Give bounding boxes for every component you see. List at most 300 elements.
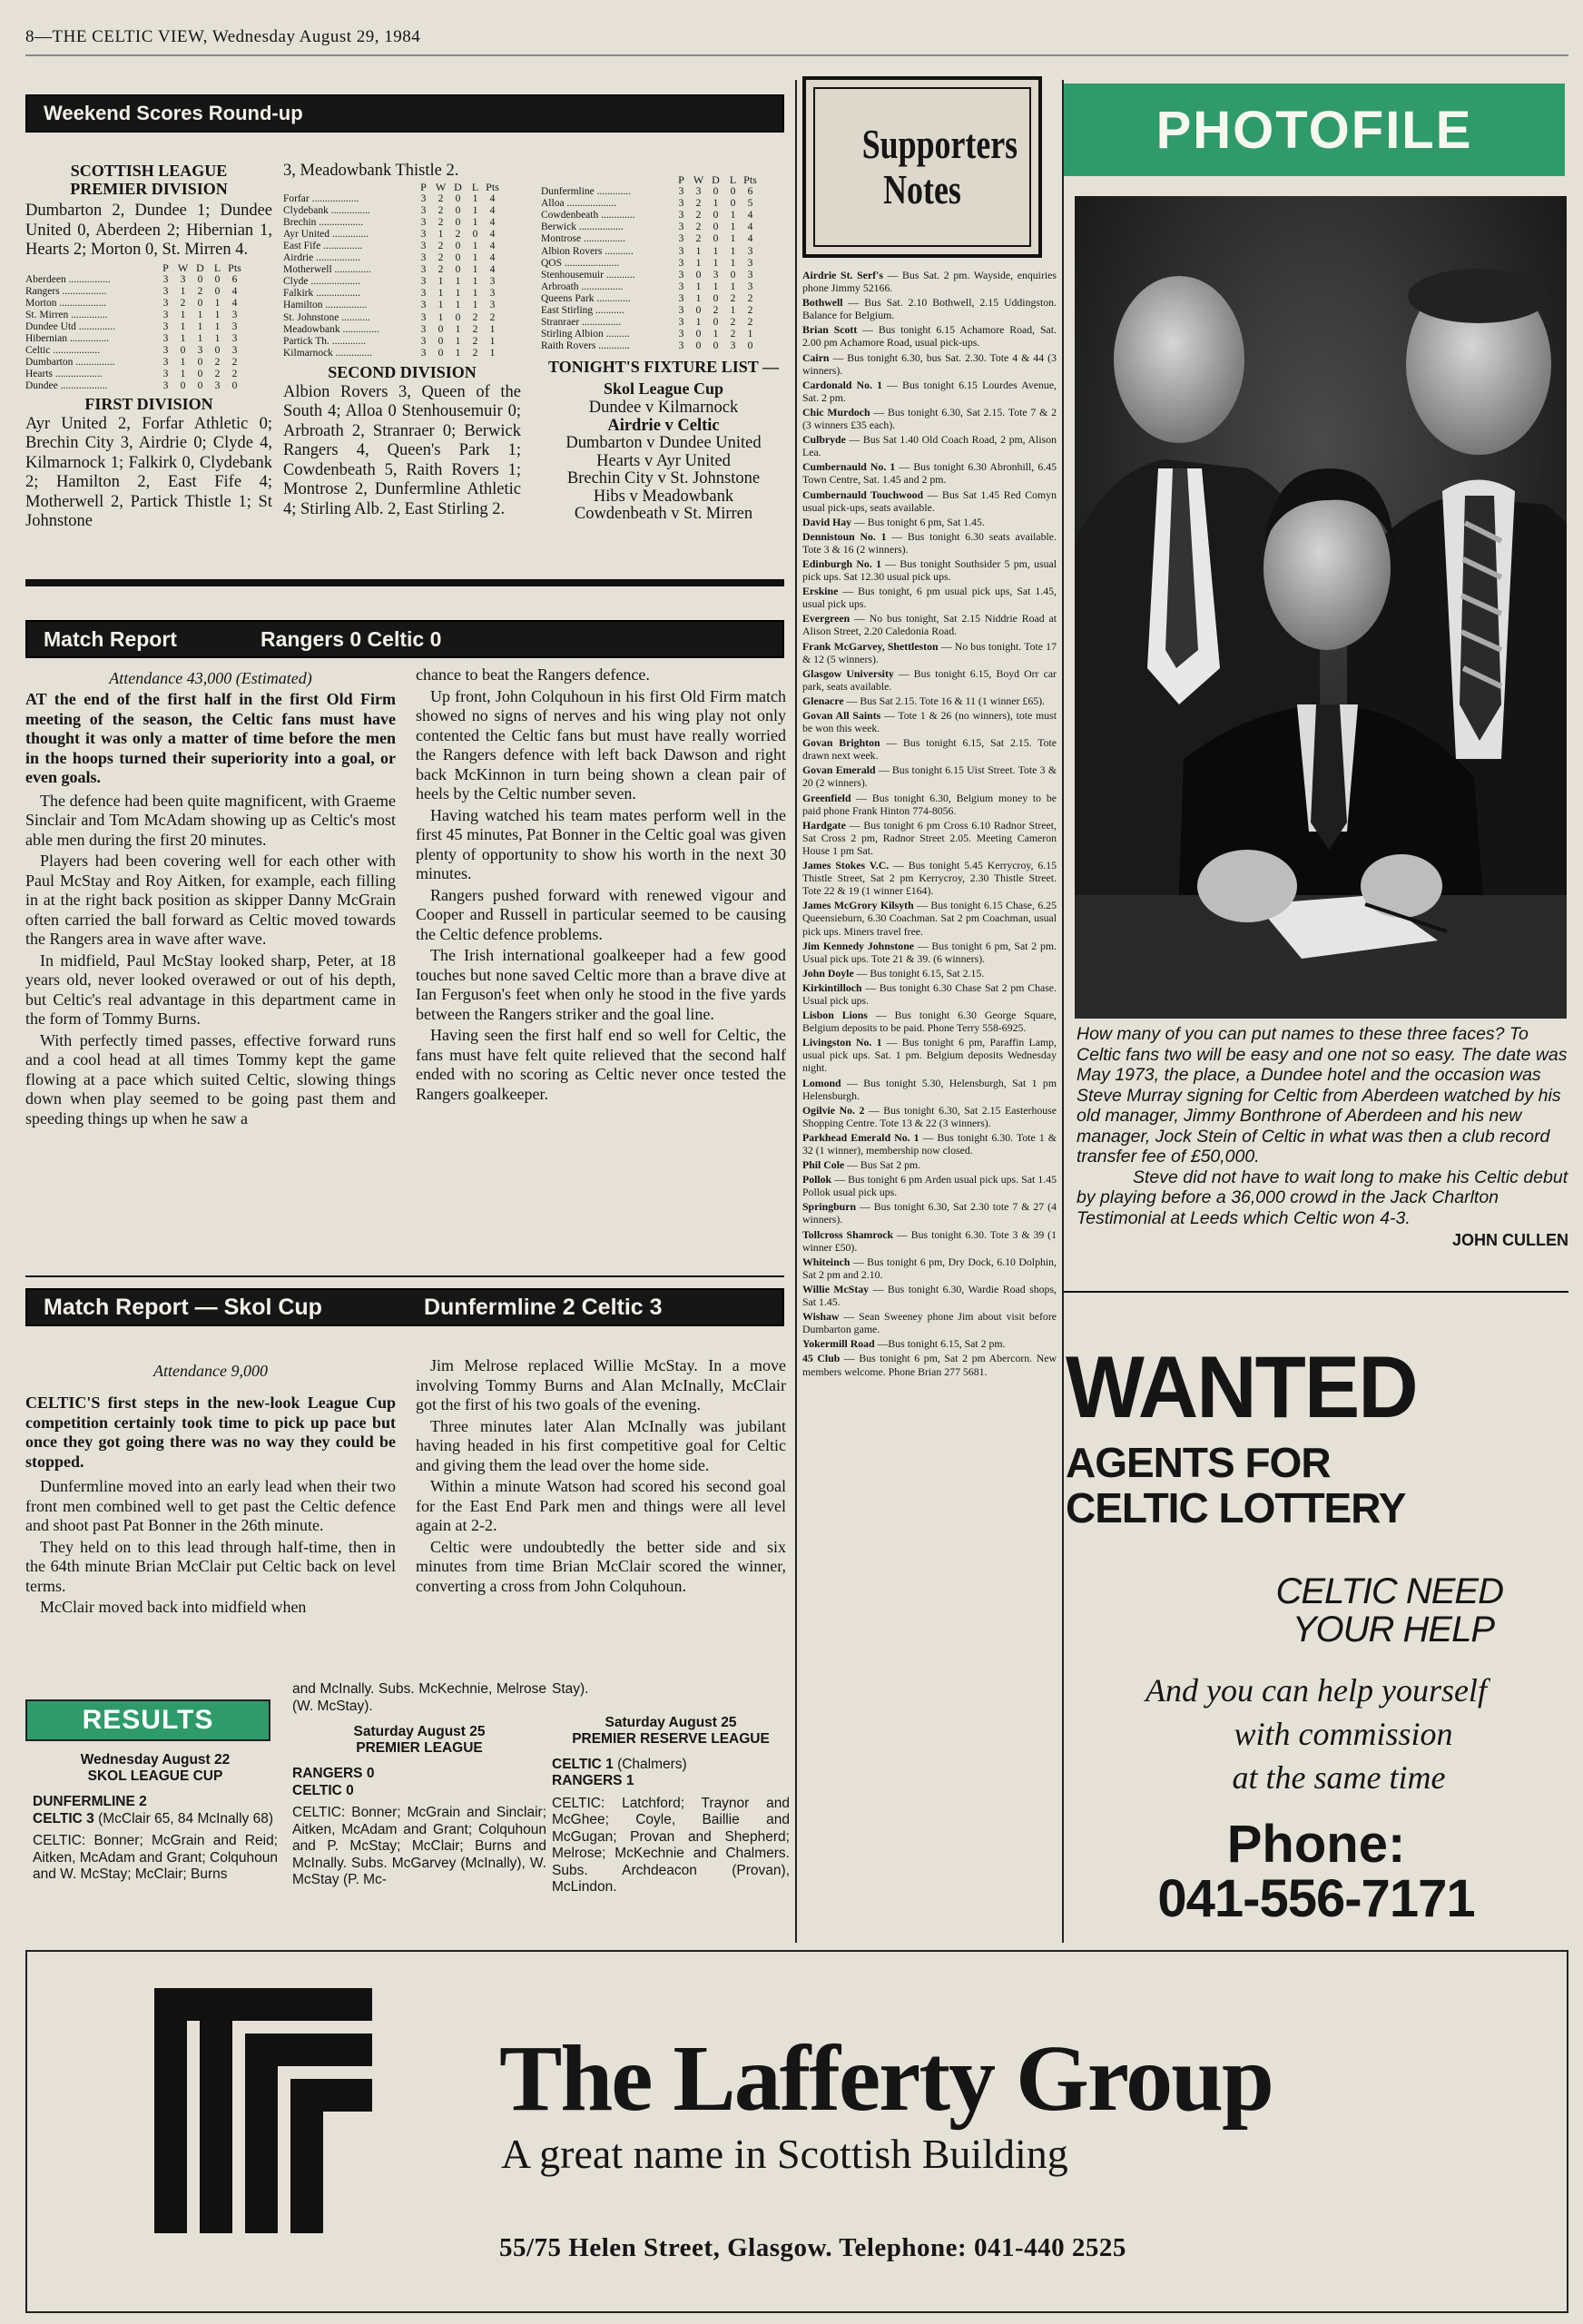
stat-cell: 2: [695, 210, 702, 222]
premier-heading: SCOTTISH LEAGUE PREMIER DIVISION: [70, 162, 228, 198]
table-row: [541, 281, 759, 293]
stat-cell: 4: [489, 264, 496, 276]
stat-cell: 3: [678, 305, 684, 317]
stat-cell: 3: [678, 245, 684, 257]
stat-cell: 1: [197, 320, 203, 332]
lafferty-advert: [25, 1950, 1568, 2313]
stat-cell: 3: [420, 288, 427, 300]
match1-body-col2: [416, 665, 786, 1104]
stat-cell: 6: [231, 273, 238, 285]
stat-cell: 0: [438, 335, 444, 347]
stat-cell: 3: [678, 281, 684, 292]
table-row: [283, 336, 501, 348]
stat-cell: 1: [214, 297, 221, 309]
note-text: — Bus tonight Southsider 5 pm, usual pick ups. Sat 12.30 usual pick ups.: [802, 556, 1057, 584]
club-name: Pollok: [802, 1173, 832, 1187]
club-name: Chic Murdoch: [802, 405, 870, 419]
match1-body-col1: [25, 792, 396, 1129]
note-text: — Bus tonight 6 pm Cross 6.10 Radnor Street, Sat Cross 2 pm, Radnor Street 2.05. Meeting Cameron House 1 pm Sat.: [802, 818, 1057, 857]
club-name: Yokermill Road: [802, 1337, 875, 1351]
stat-cell: 2: [695, 198, 702, 210]
fixture-item: Cowdenbeath v St. Mirren: [574, 505, 753, 524]
results-c3-away: RANGERS 1: [552, 1773, 634, 1788]
supporters-note: [802, 1104, 1057, 1129]
premier-column: [25, 162, 272, 532]
supporters-note: [802, 667, 1057, 693]
club-name: Ogilvie No. 2: [802, 1103, 865, 1117]
match2-attendance: Attendance 9,000: [153, 1362, 268, 1380]
fixture-heading: TONIGHT'S FIXTURE LIST —: [548, 358, 779, 377]
stat-cell: 1: [730, 222, 736, 233]
stat-cell: 3: [420, 311, 427, 323]
team-name-cell: Ayr United ..............: [283, 228, 369, 240]
supporters-note: [802, 736, 1057, 762]
supporters-note: [802, 1352, 1057, 1377]
wanted-phone-label: Phone:: [1226, 1815, 1406, 1874]
team-name-cell: Clyde ...................: [283, 276, 360, 288]
team-name-cell: Berwick .................: [541, 222, 624, 233]
match2-title-right: Dunfermline 2 Celtic 3: [423, 1294, 663, 1320]
note-text: — Bus tonight 6 pm, Dry Dock, 6.10 Dolphin, Sat 2 pm and 2.10.: [802, 1255, 1057, 1281]
club-name: Dennistoun No. 1: [802, 529, 887, 543]
stat-cell: 1: [455, 300, 461, 311]
club-name: Willie McStay: [802, 1282, 870, 1295]
article-paragraph: The defence had been quite magnificent, with Graeme Sinclair and Tom McAdam showing up as Celtic's most able men during the first 20 minutes.: [25, 791, 396, 849]
team-name-cell: St. Mirren ..............: [25, 309, 108, 320]
team-name-cell: Kilmarnock ..............: [283, 347, 373, 359]
note-text: — Bus tonight 6 pm, Sat 1.45.: [851, 515, 985, 528]
table-column-header: W: [177, 261, 189, 274]
stat-cell: 3: [162, 333, 169, 345]
stat-cell: 1: [472, 240, 478, 251]
stat-cell: 0: [455, 192, 461, 204]
stat-cell: 1: [730, 245, 736, 257]
table-row: [283, 276, 501, 288]
team-name-cell: Meadowbank ..............: [283, 323, 379, 335]
supporters-note: [802, 940, 1057, 965]
stat-cell: 1: [438, 228, 444, 240]
stat-cell: 3: [162, 285, 169, 297]
table-row: [283, 229, 501, 241]
stat-cell: 2: [695, 233, 702, 245]
photofile-byline: JOHN CULLEN: [1451, 1231, 1568, 1249]
stat-cell: 3: [231, 309, 238, 320]
note-text: — Bus tonight 6.30, Sat 2.15. Tote 7 & 2 (3 winners £35 each).: [802, 405, 1057, 432]
article-paragraph: Players had been covering well for each other with Paul McStay and Roy Aitken, for example, each filling in at the right back position as skipper Danny McGrain often carried the ball forward as Celtic moved towards the Rangers area in wave after wave.: [25, 852, 396, 948]
club-name: Springburn: [802, 1200, 857, 1214]
table-row: [283, 217, 501, 229]
stat-cell: 0: [214, 273, 221, 285]
stat-cell: 2: [455, 228, 461, 240]
stat-cell: 2: [438, 264, 444, 276]
stat-cell: 3: [162, 380, 169, 392]
wanted-need2: YOUR HELP: [1292, 1610, 1494, 1649]
team-name-cell: East Fife ...............: [283, 240, 363, 251]
stat-cell: 1: [438, 288, 444, 300]
article-paragraph: Having seen the first half end so well for Celtic, the fans must have felt quite relieved that the second half ended with no scoring as Celtic never once tested the Rangers goalkeeper.: [416, 1026, 786, 1103]
stat-cell: 4: [489, 204, 496, 216]
table-row: [541, 317, 759, 329]
club-name: Cumbernauld No. 1: [802, 460, 896, 474]
club-name: Erskine: [802, 585, 839, 598]
match2-body-col1: [25, 1477, 396, 1618]
stat-cell: 0: [713, 317, 719, 329]
club-name: David Hay: [802, 515, 852, 528]
club-name: Phil Cole: [802, 1158, 845, 1172]
match1-title-bar: [25, 620, 784, 658]
photofile-banner: [1064, 84, 1565, 176]
stat-cell: 3: [747, 245, 753, 257]
results-c2-team: CELTIC: Bonner; McGrain and Sinclair; Aitken, McAdam and Grant; Colquhoun and P. McStay; McClair; Burns and McInally. Subs. McGarvey (McInally), W. McStay (P. Mc-: [292, 1805, 546, 1887]
note-text: — Bus tonight 6.15, Boyd Orr car park, seats available.: [802, 666, 1057, 693]
stat-cell: 1: [180, 357, 186, 369]
results-c1-comp: SKOL LEAGUE CUP: [87, 1768, 223, 1784]
supporters-note: [802, 1310, 1057, 1335]
table-row: [283, 264, 501, 276]
team-name-cell: Montrose ................: [541, 233, 625, 245]
table-row: [25, 345, 243, 357]
supporters-note: [802, 612, 1057, 637]
supporters-note: [802, 351, 1057, 377]
club-name: Hardgate: [802, 818, 846, 832]
stat-cell: 2: [231, 369, 238, 380]
stat-cell: 4: [747, 233, 753, 245]
stat-cell: 1: [180, 320, 186, 332]
team-name-cell: Motherwell ..............: [283, 264, 371, 276]
stat-cell: 0: [438, 347, 444, 359]
second-heading: SECOND DIVISION: [328, 362, 477, 381]
team-name-cell: Dumbarton ...............: [25, 357, 115, 369]
match2-title-left: Match Report — Skol Cup: [44, 1294, 322, 1320]
stat-cell: 1: [455, 335, 461, 347]
supporters-note: [802, 269, 1057, 294]
team-name-cell: Stenhousemuir ...........: [541, 269, 635, 281]
stat-cell: 3: [197, 345, 203, 357]
match1-attendance: Attendance 43,000 (Estimated): [109, 669, 312, 687]
stat-cell: 1: [214, 309, 221, 320]
stat-cell: 1: [180, 333, 186, 345]
stat-cell: 3: [420, 216, 427, 228]
club-name: Govan Brighton: [802, 736, 880, 750]
results-c1-date: Wednesday August 22: [80, 1752, 231, 1768]
table-row: [283, 312, 501, 324]
stat-cell: 2: [730, 292, 736, 304]
table-header-row: [283, 182, 501, 193]
match1-col2: [416, 665, 786, 1106]
supporters-note: [802, 460, 1057, 486]
stat-cell: 2: [231, 357, 238, 369]
supporters-note: [802, 1131, 1057, 1157]
table-row: [25, 357, 243, 369]
note-text: — Tote 1 & 26 (no winners), tote must be won this week.: [802, 709, 1057, 735]
note-text: — Bus tonight 6 pm, Sat 2 pm Abercorn. New members welcome. Phone Brian 277 5681.: [802, 1352, 1057, 1378]
fixture-item: Hearts v Ayr United: [596, 451, 731, 470]
stat-cell: 3: [162, 320, 169, 332]
match2-col1: [25, 1362, 396, 1620]
photofile-caption-1: How many of you can put names to these three faces? To Celtic fans two will be easy and one not so easy. The date was May 1973, the place, a Dundee hotel and the occasion was Steve Murray signing for Celtic from Aberdeen watched by his old manager, Jimmy Bonthrone of Aberdeen and his new manager, Jock Stein of Celtic in what was then a club record transfer fee of £50,000.: [1077, 1024, 1568, 1167]
stat-cell: 3: [678, 233, 684, 245]
stat-cell: 0: [455, 216, 461, 228]
supporters-note: [802, 379, 1057, 404]
stat-cell: 1: [455, 276, 461, 288]
stat-cell: 2: [214, 369, 221, 380]
team-name-cell: Alloa ...................: [541, 198, 617, 210]
stat-cell: 1: [472, 216, 478, 228]
supporters-note: [802, 1256, 1057, 1281]
club-name: Evergreen: [802, 612, 850, 625]
club-name: Brian Scott: [802, 323, 858, 337]
supporters-notes-list: [802, 269, 1057, 1380]
note-text: — Bus Sat. 2 pm. Wayside, enquiries phone Jimmy 52166.: [802, 269, 1057, 295]
column-divider-1: [795, 80, 797, 1943]
stat-cell: 1: [489, 347, 496, 359]
team-name-cell: Forfar ..................: [283, 192, 359, 204]
stat-cell: 0: [713, 292, 719, 304]
stat-cell: 3: [678, 186, 684, 198]
supporters-note: [802, 557, 1057, 583]
article-paragraph: They held on to this lead through half-time, then in the 64th minute Brian McClair put Celtic back on level terms.: [25, 1537, 396, 1595]
club-name: Glenacre: [802, 694, 844, 707]
supporters-note: [802, 323, 1057, 349]
stat-cell: 1: [180, 285, 186, 297]
supporters-title: Supporters Notes: [861, 121, 1018, 212]
results-c2-date: Saturday August 25: [353, 1724, 486, 1739]
supporters-note: [802, 819, 1057, 857]
article-paragraph: Three minutes later Alan McInally was jubilant having headed in his first competitive goal for Celtic and giving them the lead over the home side.: [416, 1416, 786, 1474]
stat-cell: 0: [438, 323, 444, 335]
note-text: — No bus tonight, Sat 2.15 Niddrie Road at Alison Street, 2.20 Caledonia Road.: [802, 612, 1057, 638]
fixture-item: Airdrie v Celtic: [607, 416, 720, 435]
stat-cell: 3: [678, 269, 684, 281]
weekend-title: Weekend Scores Round-up: [44, 102, 303, 124]
team-name-cell: Dundee Utd ..............: [25, 320, 116, 332]
stat-cell: 1: [472, 300, 478, 311]
stat-cell: 0: [231, 380, 238, 392]
stat-cell: 2: [472, 335, 478, 347]
stat-cell: 3: [678, 329, 684, 340]
club-name: Govan Emerald: [802, 763, 876, 777]
article-paragraph: Jim Melrose replaced Willie McStay. In a move involving Tommy Burns and Alan McInally, McClair got the first of his two goals of the evening.: [416, 1356, 786, 1413]
team-name-cell: Arbroath ................: [541, 281, 624, 292]
match2-body-col2: [416, 1356, 786, 1596]
stat-cell: 2: [438, 252, 444, 264]
stat-cell: 0: [197, 273, 203, 285]
table-column-header: Pts: [743, 173, 757, 186]
stat-cell: 2: [214, 357, 221, 369]
note-text: — Bus tonight 6.30, bus Sat. 2.30. Tote 4 & 44 (3 winners).: [802, 350, 1057, 377]
stat-cell: 3: [162, 297, 169, 309]
article-paragraph: Rangers pushed forward with renewed vigour and Cooper and Russell in particular seemed to be causing the Celtic defence problems.: [416, 885, 786, 943]
match2-col2: [416, 1356, 786, 1598]
stat-cell: 0: [197, 357, 203, 369]
team-name-cell: Celtic ..................: [25, 345, 101, 357]
stat-cell: 4: [747, 222, 753, 233]
results-c3-date: Saturday August 25: [605, 1714, 737, 1730]
results-c1-scorers: (McClair 65, 84 McInally 68): [98, 1810, 274, 1827]
results-c1-home: DUNFERMLINE 2: [33, 1794, 147, 1809]
table-column-header: L: [471, 180, 479, 193]
results-c2-home: RANGERS 0: [292, 1766, 375, 1781]
stat-cell: 3: [420, 335, 427, 347]
stat-cell: 2: [180, 297, 186, 309]
stat-cell: 1: [214, 333, 221, 345]
stat-cell: 3: [162, 357, 169, 369]
supporters-note: [802, 406, 1057, 431]
table-row: [25, 286, 243, 298]
stat-cell: 2: [747, 317, 753, 329]
lafferty-name: The Lafferty Group: [499, 2026, 1273, 2131]
stat-cell: 4: [231, 297, 238, 309]
note-text: — Bus tonight 6.30, Belgium money to be paid phone Frank Hinton 774-8056.: [802, 791, 1057, 817]
fixture-item: Brechin City v St. Johnstone: [566, 469, 761, 488]
stat-cell: 1: [180, 369, 186, 380]
supporters-note: [802, 1158, 1057, 1171]
photofile-title: PHOTOFILE: [1155, 100, 1473, 160]
supporters-note: [802, 694, 1057, 707]
club-name: Whiteinch: [802, 1255, 850, 1268]
fixture-item: Dumbarton v Dundee United: [565, 434, 762, 453]
team-name-cell: Stirling Albion .........: [541, 329, 630, 340]
stat-cell: 2: [438, 216, 444, 228]
stat-cell: 5: [747, 198, 753, 210]
team-name-cell: Dundee ..................: [25, 380, 108, 392]
match2-lead: CELTIC'S first steps in the new-look League Cup competition certainly took time to pick up pace but once they got going there was no way they could be stopped.: [25, 1393, 396, 1471]
match1-title-left: Match Report: [44, 626, 177, 651]
note-text: — Bus tonight, 6 pm usual pick ups, Sat 1.45, usual pick ups.: [802, 585, 1057, 611]
table-row: [25, 321, 243, 333]
note-text: — Bus tonight 6.15, Sat 2.15. Tote drawn next week.: [802, 736, 1057, 763]
table-column-header: D: [454, 180, 462, 193]
table-row: [541, 340, 759, 352]
note-text: — No bus tonight. Tote 17 & 12 (5 winners).: [802, 639, 1057, 665]
club-name: James Stokes V.C.: [802, 859, 890, 872]
table-header-row: [541, 174, 759, 186]
note-text: — Bus tonight 6.30 Abronhill, 6.45 Town Centre, Sat. 1.45 and 2 pm.: [802, 460, 1057, 487]
stat-cell: 0: [455, 252, 461, 264]
column-divider-2: [1062, 80, 1064, 1943]
supporters-note: [802, 488, 1057, 514]
lafferty-logo-icon: [154, 1988, 372, 2233]
running-head: 8—THE CELTIC VIEW, Wednesday August 29, 1984: [25, 27, 421, 46]
stat-cell: 0: [695, 305, 702, 317]
note-text: — Bus Sat. 2.10 Bothwell, 2.15 Uddingston. Balance for Belgium.: [802, 296, 1057, 322]
results-col2: [292, 1681, 546, 1889]
stat-cell: 2: [747, 292, 753, 304]
club-name: Greenfield: [802, 791, 851, 804]
table-row: [283, 205, 501, 217]
results-c3-cont: Stay).: [552, 1681, 589, 1697]
table-row: [25, 274, 243, 286]
stat-cell: 3: [489, 276, 496, 288]
first-results-cont: 3, Meadowbank Thistle 2.: [283, 162, 459, 180]
results-c3-scorers: (Chalmers): [617, 1756, 687, 1772]
first-heading: FIRST DIVISION: [84, 394, 213, 413]
club-name: Govan All Saints: [802, 709, 881, 722]
club-name: Parkhead Emerald No. 1: [802, 1130, 919, 1144]
stat-cell: 1: [472, 252, 478, 264]
stat-cell: 2: [489, 311, 496, 323]
club-name: Bothwell: [802, 296, 843, 310]
stat-cell: 1: [695, 281, 702, 292]
stat-cell: 1: [197, 309, 203, 320]
stat-cell: 1: [695, 292, 702, 304]
team-name-cell: Rangers .................: [25, 285, 107, 297]
stat-cell: 3: [747, 257, 753, 269]
table-column-header: P: [420, 180, 427, 193]
stat-cell: 0: [455, 264, 461, 276]
note-text: — Bus tonight 6 pm Arden usual pick ups. Sat 1.45 Pollok usual pick ups.: [802, 1173, 1057, 1199]
stat-cell: 1: [472, 192, 478, 204]
note-text: — Bus Sat 1.40 Old Coach Road, 2 pm, Alison Lea.: [802, 433, 1057, 459]
supporters-note: [802, 1173, 1057, 1198]
table-row: [25, 298, 243, 310]
stat-cell: 1: [472, 276, 478, 288]
stat-cell: 2: [472, 311, 478, 323]
wanted-phone: 041-556-7171: [1157, 1869, 1475, 1928]
club-name: Kirkintilloch: [802, 980, 862, 994]
note-text: — Bus tonight 6 pm, Sat 2 pm. Usual pick ups. Tote 21 & 39. (6 winners).: [802, 939, 1057, 965]
premier-table: [25, 262, 243, 393]
first-division-column: [283, 162, 521, 519]
stat-cell: 2: [472, 347, 478, 359]
photo-three-men-image: [1075, 196, 1567, 1019]
supporters-note: [802, 640, 1057, 665]
supporters-note: [802, 1283, 1057, 1308]
note-text: — Bus Sat 2.15. Tote 16 & 11 (1 winner £65).: [843, 694, 1045, 707]
stat-cell: 3: [730, 340, 736, 352]
article-paragraph: The Irish international goalkeeper had a few good touches but none saved Celtic more than a brave dive at Ian Ferguson's feet when only he stood in the five yards between the Rangers striker and the goal line.: [416, 946, 786, 1023]
stat-cell: 3: [420, 240, 427, 251]
club-name: Cardonald No. 1: [802, 378, 883, 391]
stat-cell: 4: [747, 210, 753, 222]
supporters-note: [802, 585, 1057, 610]
stat-cell: 0: [730, 198, 736, 210]
match1-col1: [25, 669, 396, 1130]
stat-cell: 4: [231, 285, 238, 297]
stat-cell: 0: [730, 269, 736, 281]
wanted-help1: And you can help yourself: [1145, 1672, 1487, 1709]
note-text: — Bus Sat 1.45 Red Comyn usual pick-ups, seats available.: [802, 487, 1057, 514]
supporters-note: [802, 967, 1057, 980]
club-name: Cairn: [802, 350, 830, 364]
note-text: — Bus tonight 6.30 Chase Sat 2 pm Chase. Usual pick ups.: [802, 980, 1057, 1007]
header-rule: [25, 54, 1568, 56]
table-column-header: W: [693, 173, 704, 186]
supporters-note: [802, 1036, 1057, 1074]
note-text: — Bus tonight 6.15 Chase, 6.25 Queensieburn, 6.30 Coachman. Sat 2 pm Coachman, usual pick ups. Miners travel free.: [802, 899, 1057, 938]
stat-cell: 2: [713, 305, 719, 317]
wanted-help3: at the same time: [1232, 1759, 1446, 1796]
table-column-header: P: [678, 173, 684, 186]
stat-cell: 0: [197, 369, 203, 380]
lafferty-tagline: A great name in Scottish Building: [501, 2131, 1068, 2177]
note-text: — Bus tonight 6.30, Sat 2.15 Easterhouse Shopping Centre. Tote 13 & 22 (3 winners).: [802, 1103, 1057, 1129]
stat-cell: 3: [162, 273, 169, 285]
note-text: — Bus tonight 6.30, Wardie Road shops, Sat 1.45.: [802, 1282, 1057, 1309]
stat-cell: 3: [420, 347, 427, 359]
article-paragraph: Dunfermline moved into an early lead when their two front men combined well to get past the Celtic defence and shoot past Pat Bonner in the 26th minute.: [25, 1477, 396, 1534]
table-row: [541, 233, 759, 245]
club-name: 45 Club: [802, 1352, 841, 1365]
second-table: [541, 174, 759, 352]
results-c1-team: CELTIC: Bonner; McGrain and Reid; Aitken, McAdam and Grant; Colquhoun and W. McStay; McClair; Burns: [33, 1833, 278, 1882]
stat-cell: 1: [197, 333, 203, 345]
table-row: [283, 348, 501, 359]
stat-cell: 3: [678, 292, 684, 304]
stat-cell: 1: [713, 257, 719, 269]
results-c2-cont: and McInally. Subs. McKechnie, Melrose (W. McStay).: [292, 1681, 546, 1714]
table-row: [541, 186, 759, 198]
